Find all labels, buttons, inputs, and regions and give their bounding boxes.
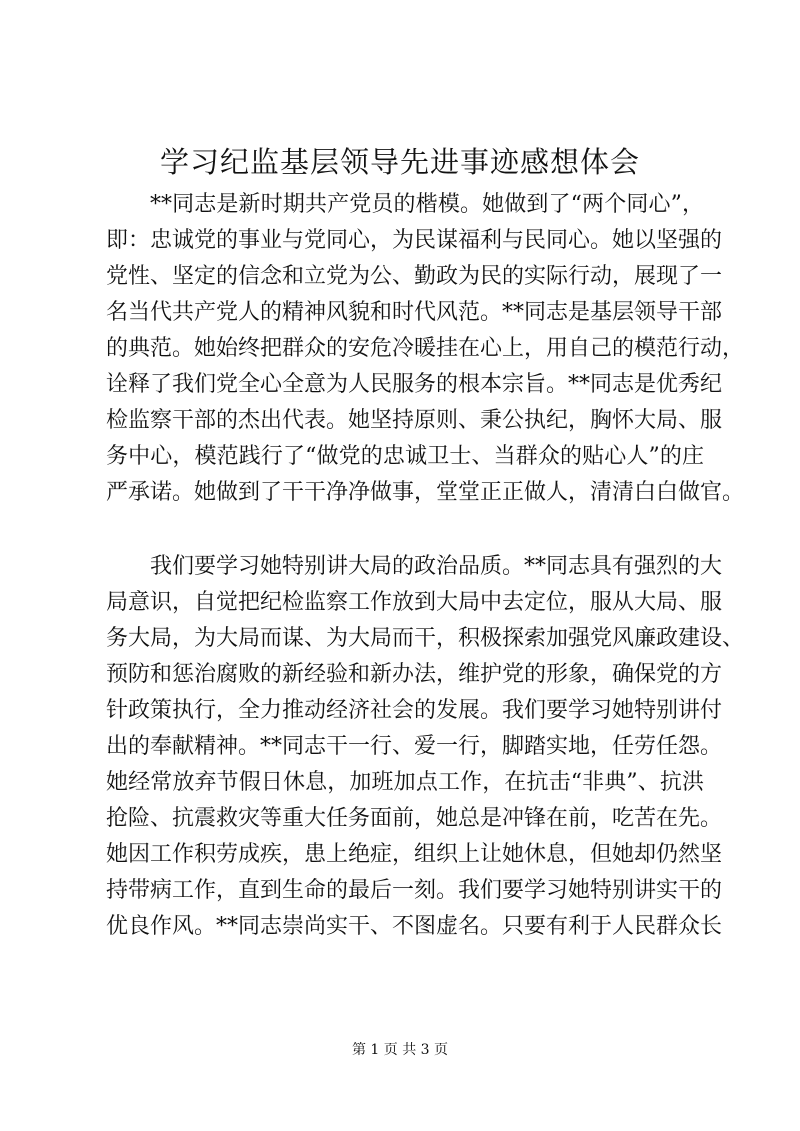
paragraph-line: 诠释了我们党全心全意为人民服务的根本宗旨。**同志是优秀纪 (106, 372, 723, 397)
document-title: 学习纪监基层领导先进事迹感想体会 (159, 145, 640, 179)
paragraph-line: 她经常放弃节假日休息，加班加点工作，在抗击“非典”、抗洪 (106, 770, 704, 795)
paragraph-line: 针政策执行，全力推动经济社会的发展。我们要学习她特别讲付 (106, 698, 723, 723)
paragraph-line: 预防和惩治腐败的新经验和新办法，维护党的形象，确保党的方 (106, 662, 723, 687)
paragraph-line: 她因工作积劳成疾，患上绝症，组织上让她休息，但她却仍然坚 (106, 842, 723, 867)
page-footer: 第 1 页 共 3 页 (351, 1042, 449, 1058)
paragraph-line: 名当代共产党人的精神风貌和时代风范。**同志是基层领导干部 (106, 300, 723, 325)
paragraph-line: 我们要学习她特别讲大局的政治品质。**同志具有强烈的大 (150, 554, 723, 579)
paragraph-line: 务大局，为大局而谋、为大局而干，积极探索加强党风廉政建设、 (106, 626, 745, 651)
paragraph-line: 持带病工作，直到生命的最后一刻。我们要学习她特别讲实干的 (106, 878, 723, 903)
paragraph-line: 务中心，模范践行了“做党的忠诚卫士、当群众的贴心人”的庄 (106, 444, 704, 469)
paragraph-line: 检监察干部的杰出代表。她坚持原则、秉公执纪，胸怀大局、服 (106, 408, 723, 433)
paragraph-line: 即：忠诚党的事业与党同心，为民谋福利与民同心。她以坚强的 (106, 228, 723, 253)
paragraph-line: **同志是新时期共产党员的楷模。她做到了“两个同心”， (150, 192, 704, 217)
paragraph-line: 优良作风。**同志崇尚实干、不图虚名。只要有利于人民群众长 (106, 914, 723, 939)
paragraph-line: 党性、坚定的信念和立党为公、勤政为民的实际行动，展现了一 (106, 264, 723, 289)
paragraph-line: 严承诺。她做到了干干净净做事，堂堂正正做人，清清白白做官。 (106, 480, 745, 505)
paragraph-line: 局意识，自觉把纪检监察工作放到大局中去定位，服从大局、服 (106, 590, 723, 615)
paragraph-line: 抢险、抗震救灾等重大任务面前，她总是冲锋在前，吃苦在先。 (106, 806, 723, 831)
paragraph-line: 出的奉献精神。**同志干一行、爱一行，脚踏实地，任劳任怨。 (106, 734, 723, 759)
paragraph-line: 的典范。她始终把群众的安危冷暖挂在心上，用自己的模范行动， (106, 336, 745, 361)
